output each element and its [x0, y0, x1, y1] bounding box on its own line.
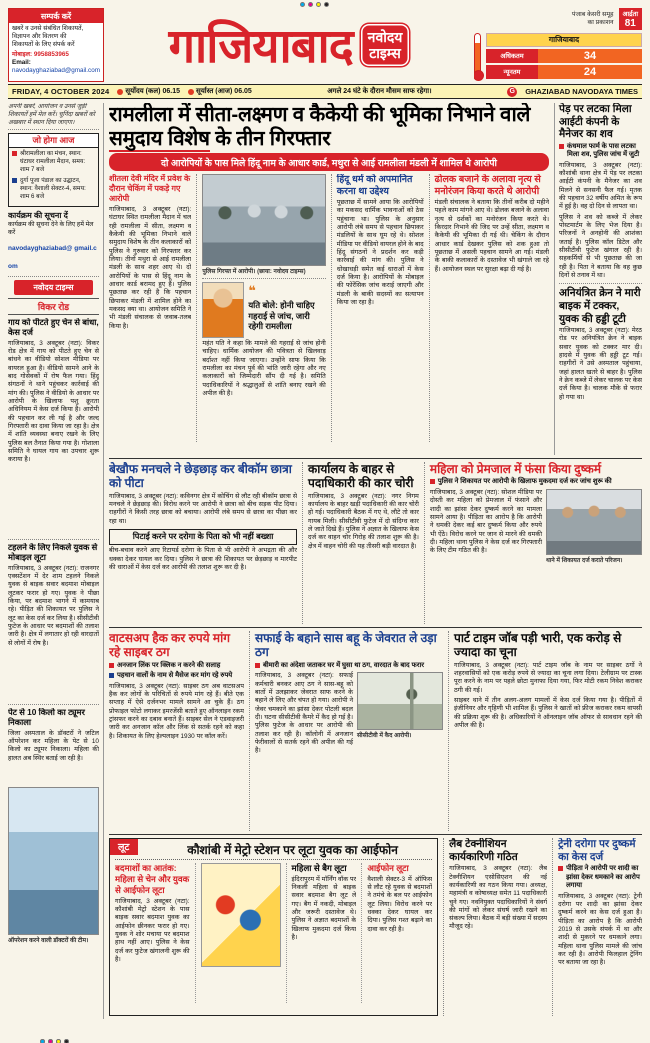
today-event-item [12, 177, 95, 201]
article-bullet [430, 478, 642, 486]
reg-yellow-icon [316, 2, 321, 7]
bullet-square-icon [109, 673, 114, 678]
quote-body: महंत यति ने कहा कि मामले की गहराई से जांच होनी चाहिए। धार्मिक आयोजन की पवित्रता से खिलवाड़ बर्दाश्त नहीं किया जाएगा। उन्होंने साफ किया कि रामलीला का मंचन पूर्व की भांति जारी रहेगा और नए कलाकारों को जिम्मेदारी सौंप दी गई है। समिति पदाधिकारियों ने श्रद्धालुओं से शांति बनाए रखने की अपील की है। [202, 340, 326, 398]
page-body [0, 99, 650, 1019]
article-jewellery-conman [249, 631, 443, 831]
weather-city: गाजियाबाद [486, 33, 642, 47]
article-body: गाजियाबाद, 3 अक्टूबर (नटा): विकर रोड क्षेत्र में गाय को पीटते हुए चेन से बांधने का वीडियो सोशल मीडिया पर वायरल हुआ है। वीडियो सामने आने के बाद गोसेवकों में रोष फैल गया। हिंदू संगठनों ने थाने पहुंचकर कार्रवाई की मांग की। पुलिस ने वीडियो के आधार पर आरोपी के खिलाफ पशु क्रूरता अधिनियम में केस दर्ज किया है। आरोपी की पहचान कर ली गई है और जल्द गिरफ्तारी का दावा किया जा रहा है। क्षेत्र में शांति व्यवस्था बनाए रखने के लिए पुलिस बल तैनात किया गया है। गोशाला समिति ने घायल गाय का उपचार शुरू कराया है। [8, 339, 99, 464]
weather-panel [474, 8, 642, 82]
publication-date: FRIDAY, 4 OCTOBER 2024 [12, 87, 110, 96]
lead-col-3 [331, 174, 424, 442]
contact-title: सम्पर्क करें [9, 9, 103, 23]
article-bullet [558, 865, 642, 890]
bullet-square-icon [12, 151, 17, 156]
today-box-title: जो होगा आज [9, 134, 98, 148]
main-column [109, 103, 642, 1019]
article-bullet [255, 662, 443, 670]
article-body: गाजियाबाद, 3 अक्टूबर (नटा): लैब टेक्नीशियन एसोसिएशन की नई कार्यकारिणी का गठन किया गया। अध्यक्ष, महामंत्री व कोषाध्यक्ष समेत 11 पदाधिकारी चुने गए। नवनियुक्त पदाधिकारियों ने संवर्ग की मांगों को लेकर संघर्ष जारी रखने का संकल्प लिया। बैठक में बड़ी संख्या में सदस्य मौजूद रहे। [449, 865, 548, 931]
article-body: गाजियाबाद, 3 अक्टूबर (नटा): ट्रेनी दरोगा पर शादी का झांसा देकर दुष्कर्म करने का केस दर्ज हुआ है। पीड़िता का आरोप है कि आरोपी 2019 से उसके संपर्क में था और शादी से मुकरने पर धमकाने लगा। महिला थाना पुलिस मामले की जांच कर रही है। आरोपी फिलहाल ट्रेनिंग पर बताया जा रहा है। [558, 892, 642, 967]
reg-black-icon [64, 1039, 69, 1043]
bullet-square-icon [12, 178, 17, 183]
lead-col-4 [429, 174, 549, 442]
sunrise-label: सूर्योदय (कल) [125, 88, 161, 95]
weather-forecast: अगले 24 घंटे के दौरान मौसम साफ रहेगा। [327, 88, 432, 95]
lead-headline-pre: रामलीला में सीता-लक्ष्मण व कैकेयी की भूमिका निभाने वाले [109, 103, 531, 126]
article-body: गाजियाबाद, 3 अक्टूबर (नटा): सफाई कर्मचारी बनकर आए ठग ने सास-बहू को बातों में उलझाकर जेवरात साफ करने के बहाने ले लिए और चंपत हो गया। आरोपी ने जेवर चमकाने का झांसा देकर पोटली बदल दी। घटना सीसीटीवी कैमरे में कैद हो गई है। पुलिस फुटेज के आधार पर आरोपी की तलाश कर रही है। कॉलोनी में अनजान फेरीवालों से सतर्क रहने की अपील की गई है। [254, 672, 353, 755]
reg-cyan-icon [40, 1039, 45, 1043]
sunrise-time: 06.15 [162, 88, 181, 95]
program-title: कार्यक्रम की सूचना दें [8, 210, 68, 220]
article-subhead: आईफोन लूटा [367, 863, 409, 874]
program-text: कार्यक्रम की सूचना देने के लिए हमें मेल करें [8, 220, 94, 236]
article-headline: बेखौफ मनचले ने छेड़छाड़ कर बीकॉम छात्रा को पीटा [109, 462, 292, 491]
article-bullet [109, 672, 244, 680]
article-tumor [8, 708, 99, 784]
g-badge-icon: G [507, 87, 517, 97]
photo-caption: ऑपरेशन करने वाली डॉक्टरों की टीम। [8, 937, 89, 944]
article-student-beaten [109, 462, 297, 624]
date-strip [8, 84, 642, 99]
photo-complainants [546, 489, 642, 555]
article-bullet [109, 662, 244, 670]
row-band-3 [109, 627, 642, 831]
brand-line1: नवोदय [367, 28, 403, 45]
article-body: गाजियाबाद, 3 अक्टूबर (नटा): साइबर ठग अब वाटसअप हैक कर लोगों के परिचितों से रुपये मांग रहे हैं। बीते एक सप्ताह में ऐसे दर्जनभर मामले सामने आ चुके हैं। ठग प्रोफाइल फोटो लगाकर इमरजेंसी बताते हुए ऑनलाइन रकम ट्रांसफर करने का दबाव बनाते हैं। साइबर सेल ने एडवाइजरी जारी कर अनजान कॉल और लिंक से सतर्क रहने को कहा है। शिकायत के लिए हेल्पलाइन 1930 पर कॉल करें। [109, 682, 244, 740]
sunset-item [188, 87, 252, 96]
article-body: गाजियाबाद, 3 अक्टूबर (नटा): कौशांबी थाना क्षेत्र में पेड़ पर लटका आईटी कंपनी के मैनेजर का शव मिलने से सनसनी फैल गई। मृतक की पहचान 32 वर्षीय अमित के रूप में हुई है। वह दो दिन से लापता था। [559, 161, 642, 211]
row-lead [109, 103, 642, 455]
article-headline: कार्यालय के बाहर से पदाधिकारी की कार चोरी [308, 462, 414, 491]
bullet-square-icon [430, 479, 435, 484]
edition-name: GHAZIABAD NAVODAYA TIMES [525, 87, 638, 96]
article-body: गाजियाबाद, 3 अक्टूबर (नटा): कविनगर क्षेत्र में कोचिंग से लौट रही बीकॉम छात्रा से मनचले ने छेड़छाड़ की। विरोध करने पर आरोपी ने छात्रा को बीच सड़क पीट दिया। राहगीरों ने किसी तरह छात्रा को बचाया। आरोपी लंबे समय से छात्रा का पीछा कर रहा था। [109, 492, 298, 525]
photo-caption: थाने में शिकायत दर्ज कराते परिजन। [546, 557, 623, 564]
lead-subhead-strip: दो आरोपियों के पास मिले हिंदू नाम के आधार कार्ड, मथुरा से आई रामलीला मंडली में शामिल थे आरोपी [109, 153, 549, 171]
sub-article-body: मंडली संचालक ने बताया कि तीनों करीब दो महीने पहले काम मांगने आए थे। ढोलक बजाने के अलावा नृत्य से दर्शकों का मनोरंजन किया करते थे। किरदार निभाने की जिद पर उन्हें सीता, लक्ष्मण व कैकेयी की भूमिका दी गई थी। चेकिंग के दौरान आधार कार्ड देखकर पुलिस को शक हुआ तो पूछताछ में असली पहचान सामने आ गई। मंडली के बाकी कलाकारों के दस्तावेज भी खंगाले जा रहे हैं। आयोजन स्थल पर सुरक्षा बढ़ा दी गई है। [434, 198, 549, 273]
reg-yellow-icon [56, 1039, 61, 1043]
article-headline: पेड़ पर लटका मिला आईटी कंपनी के मैनेजर का शव [559, 103, 632, 141]
article-body: पुलिस ने शव को कब्जे में लेकर पोस्टमार्टम के लिए भेज दिया है। परिजनों ने अनहोनी की आशंका जताई है। पुलिस कॉल डिटेल और सीसीटीवी फुटेज खंगाल रही है। सहकर्मियों से भी पूछताछ की जा रही है। पिता ने बताया कि वह कुछ दिनों से तनाव में था। [559, 213, 642, 280]
article-headline: गाय को पीटते हुए चेन से बांधा, केस दर्ज [8, 317, 99, 337]
article-body: बीच-बचाव करने आए रिटायर्ड दरोगा के पिता से भी आरोपी ने अभद्रता की और धक्का देकर घायल कर दिया। पुलिस ने छात्रा की शिकायत पर छेड़छाड़ व मारपीट की धाराओं में केस दर्ज कर आरोपी की तलाश शुरू कर दी है। [109, 547, 298, 571]
article-headline: सफाई के बहाने सास बहू के जेवरात ले उड़ा ठग [254, 631, 437, 660]
photo-doctor-team [8, 787, 99, 935]
article-body: इंदिरापुरम में मॉर्निंग वॉक पर निकली महिला से बाइक सवार बदमाश बैग लूट ले गए। बैग में नकदी, मोबाइल और जरूरी दस्तावेज थे। पुलिस ने अज्ञात बदमाशों के खिलाफ मुकदमा दर्ज किया है। [291, 875, 357, 941]
masthead-title-wrap [112, 8, 466, 82]
article-box-subhead: पिटाई करने पर दरोगा के पिता को भी नहीं बख्शा [109, 529, 297, 545]
contact-email-link[interactable]: navodayghaziabad@gmail.com [12, 66, 100, 74]
lead-headline [109, 103, 549, 150]
brand-logo [361, 24, 410, 66]
bullet-text: अनजान लिंक पर क्लिक न करने की सलाह [117, 661, 221, 669]
bullet-text: पहचान वालों के नाम से मैसेज कर मांग रहे रुपये [117, 672, 233, 680]
article-manager-body-found [559, 103, 642, 280]
article-headline: ट्रेनी दरोगा पर दुष्कर्म का केस दर्ज [558, 838, 636, 863]
photo-arrested-accused [202, 174, 325, 266]
today-event-text: दुर्गा पूजा पंडाल का उद्घाटन, स्थान: वैशाली सेक्टर-4, समय: शाम 6 बजे [20, 176, 86, 200]
sub-article-headline: हिंदू धर्म को अपमानित करना था उद्देश्य [336, 174, 413, 197]
weather-tagline-1: पंजाब केसरी समूह [571, 11, 614, 19]
article-body: गाजियाबाद, 3 अक्टूबर (नटा): मेरठ रोड पर अनियंत्रित क्रेन ने बाइक सवार युवक को टक्कर मार दी। हादसे में युवक की हड्डी टूट गई। राहगीरों ने उसे अस्पताल पहुंचाया, जहां हालत खतरे से बाहर है। पुलिस ने क्रेन कब्जे में लेकर चालक पर केस दर्ज किया है। चालक मौके से फरार हो गया था। [559, 327, 642, 401]
photo-seer [202, 282, 244, 338]
article-parttime-job-fraud [448, 631, 642, 831]
cartoon-snatching-illustration [201, 863, 281, 967]
lead-col-1 [109, 174, 191, 442]
article-premjaal-case [424, 462, 642, 624]
weather-tagline-2: का प्रकाशन [587, 19, 614, 26]
reg-magenta-icon [308, 2, 313, 7]
article-body: साइबर थाने में तीन अलग-अलग मामलों में केस दर्ज किया गया है। पीड़ितों में इंजीनियर और गृहिणी भी शामिल हैं। पुलिस ने खातों को फ्रीज कराकर रकम वापसी की प्रक्रिया शुरू की है। अधिकारियों ने ऑनलाइन जॉब ऑफर से सावधान रहने की अपील की है। [454, 697, 642, 730]
bullet-square-icon [255, 663, 260, 668]
lead-kicker: शीतला देवी मंदिर में प्रवेश के दौरान चेकिंग में पकड़े गए आरोपी [109, 174, 191, 204]
article-car-theft [302, 462, 419, 624]
row-band-2 [109, 458, 642, 624]
reg-cyan-icon [300, 2, 305, 7]
temp-min-value: 24 [538, 65, 642, 79]
loot-cartoon-wrap [195, 863, 281, 1003]
sub-article-headline: ढोलक बजाने के अलावा नृत्य से मनोरंजन किया करते थे आरोपी [434, 174, 541, 197]
temp-max-label: अधिकतम [486, 49, 538, 63]
today-event-text: श्रीरामलीला का मंचन, स्थान: घंटाघर रामलीला मैदान, समय: शाम 7 बजे [20, 150, 86, 174]
humidity-box [619, 8, 642, 30]
locality-label: विकर रोड [8, 298, 99, 315]
article-trainee-si-case [552, 838, 642, 1016]
article-chain-iphone-loot [115, 863, 190, 1003]
sunset-icon [188, 89, 194, 95]
temp-max-row [486, 49, 642, 63]
reader-note: अपनी खबरें, आयोजन व उनसे जुड़ी शिकायतें हमें मेल करें। चुनिंदा खबरों को अखबार में स्थान दिया जाएगा। [8, 103, 99, 130]
lead-headline-post: के तीन गिरफ्तार [209, 126, 331, 150]
article-body: गाजियाबाद, 3 अक्टूबर (नटा): सोशल मीडिया पर दोस्ती कर महिला को प्रेमजाल में फंसाने और शादी का झांसा देकर दुष्कर्म करने का मामला सामने आया है। पीड़िता का आरोप है कि आरोपी ने धमकी देकर कई बार दुष्कर्म किया और रुपये भी ऐंठे। विरोध करने पर जान से मारने की धमकी दी। महिला थाना पुलिस ने केस दर्ज कर गिरफ्तारी के लिए टीम गठित की है। [429, 488, 542, 555]
loot-section [109, 838, 438, 1016]
sunset-time: 06.05 [234, 88, 252, 95]
photo-cctv-footage [357, 672, 443, 730]
registration-marks-top [300, 2, 329, 7]
article-headline: महिला को प्रेमजाल में फंसा किया दुष्कर्म [429, 462, 602, 476]
bullet-text: पुलिस ने शिकायत पर आरोपी के खिलाफ मुकदमा दर्ज कर जांच शुरू की [437, 478, 612, 486]
quote-icon: ❝ [248, 283, 256, 299]
lead-body: गाजियाबाद, 3 अक्टूबर (नटा): घंटाघर स्थित रामलीला मैदान में चल रही रामलीला में सीता, लक्ष्मण व कैकेयी की भूमिका निभाने वाले समुदाय विशेष के तीन कलाकारों को पुलिस ने गुरुवार को गिरफ्तार कर लिया। तीनों मथुरा से आई रामलीला मंडली के साथ शहर आए थे। दो आरोपियों के पास से हिंदू नाम के आधार कार्ड बरामद हुए हैं। पुलिस पूछताछ कर रही है कि पहचान छिपाकर मंडली में शामिल होने का मकसद क्या था। आयोजन समिति ने भी मंडली संचालक से जवाब-तलब किया है। [109, 206, 192, 330]
article-body: वैशाली सेक्टर-3 में ऑफिस से लौट रहे युवक से बदमाशों ने तमंचे के बल पर आईफोन लूट लिया। विरोध करने पर धक्का देकर घायल कर दिया। पुलिस गश्त बढ़ाने का दावा कर रही है। [367, 875, 433, 933]
today-events-box [8, 133, 99, 207]
sunset-label: सूर्यास्त (आज) [196, 88, 233, 95]
bullet-text: पीड़िता ने आरोपी पर शादी का झांसा देकर धमकाने का आरोप लगाया [566, 865, 640, 890]
article-body: गाजियाबाद, 3 अक्टूबर (नटा): नगर निगम कार्यालय के बाहर खड़ी पदाधिकारी की कार चोरी हो गई। पदाधिकारी बैठक में गए थे, लौटे तो कार गायब मिली। सीसीटीवी फुटेज में दो संदिग्ध कार ले जाते दिखे हैं। पुलिस ने अज्ञात के खिलाफ केस दर्ज कर वाहन चोर गिरोह की तलाश शुरू की है। क्षेत्र में वाहन चोरी की यह तीसरी बड़ी वारदात है। [308, 492, 419, 550]
lead-col-2 [196, 174, 325, 442]
masthead [0, 0, 650, 84]
bullet-text: बीमारी का अंदेशा जताकर घर में घुसा था ठग, वारदात के बाद फरार [262, 661, 425, 669]
today-event-item [12, 150, 95, 174]
reg-magenta-icon [48, 1039, 53, 1043]
contact-mobile: मोबाइल: 9958853965 [12, 50, 69, 58]
bullet-text: कंधमाल फार्म के पास लटका मिला शव, पुलिस जांच में जुटी [567, 142, 640, 159]
article-headline: वाटसअप हैक कर रुपये मांग रहे साइबर ठग [109, 631, 230, 660]
bullet-square-icon [558, 866, 563, 871]
program-email-link[interactable]: navodayghaziabad@ gmail.com [8, 244, 97, 270]
humidity-value: 81 [624, 18, 636, 29]
article-body: गाजियाबाद, 3 अक्टूबर (नटा): कौशांबी मेट्रो स्टेशन के पास बाइक सवार बदमाश युवक का आईफोन छीनकर फरार हो गए। युवक ने शोर मचाया पर बदमाश हाथ नहीं आए। पुलिस ने केस दर्ज कर फुटेज खंगालनी शुरू की है। [115, 897, 190, 963]
article-crane-accident [559, 287, 642, 402]
article-body: गाजियाबाद, 3 अक्टूबर (नटा): पार्ट टाइम जॉब के नाम पर साइबर ठगों ने शहरवासियों को एक करोड़ रुपये से ज्यादा का चूना लगा दिया। टेलीग्राम पर टास्क पूरा करने के नाम पर पहले छोटा मुनाफा दिया गया, फिर मोटी रकम निवेश कराकर ठगी की गई। [454, 661, 642, 694]
lead-story [109, 103, 549, 455]
section-headline: कौशांबी में मेट्रो स्टेशन पर लूटा युवक का आईफोन [115, 843, 432, 860]
article-body: जिला अस्पताल के डॉक्टरों ने जटिल ऑपरेशन कर महिला के पेट से 10 किलो का ट्यूमर निकाला। महिला की हालत अब स्थिर बताई जा रही है। [8, 729, 99, 762]
article-headline: अनियंत्रित क्रेन ने मारी बाइक में टक्कर, युवक की हड्डी टूटी [559, 287, 641, 325]
article-bullet [559, 143, 642, 160]
reg-black-icon [324, 2, 329, 7]
right-rail [554, 103, 642, 455]
article-headline: टहलने के लिए निकले युवक से मोबाइल लूटा [8, 542, 98, 562]
section-label: लूट [109, 838, 138, 855]
article-body: गाजियाबाद, 3 अक्टूबर (नटा): राजनगर एक्सटेंशन में देर शाम टहलने निकले युवक से बाइक सवार बदमाश मोबाइल लूटकर फरार हो गए। युवक ने पीछा किया, पर बदमाश भागने में कामयाब रहे। पीड़ित की शिकायत पर पुलिस ने लूट का केस दर्ज कर लिया है। सीसीटीवी फुटेज के आधार पर बदमाशों की तलाश जारी है। क्षेत्र में लगातार हो रही वारदातों से लोगों में रोष है। [8, 564, 99, 647]
temp-max-value: 34 [538, 49, 642, 63]
article-whatsapp-hack [109, 631, 244, 831]
article-iphone-looted [361, 863, 432, 1003]
reg-group-right [40, 1039, 69, 1043]
temp-min-label: न्यूनतम [486, 65, 538, 79]
row-band-4 [109, 834, 642, 1016]
article-bag-looted [286, 863, 357, 1003]
sunrise-item [117, 87, 180, 96]
program-notice [8, 210, 99, 277]
article-lab-technician [443, 838, 547, 1016]
brand-chip-small: नवोदय टाइम्स [14, 280, 93, 295]
article-cow-beaten [8, 318, 99, 536]
quote-box [202, 278, 325, 338]
bullet-square-icon [559, 144, 564, 149]
photo-caption: सीसीटीवी में कैद आरोपी। [357, 733, 412, 740]
humidity-label: आर्द्रता [622, 11, 638, 18]
article-headline: पेट से 10 किलो का ट्यूमर निकाला [8, 707, 85, 727]
contact-line: शिकायतों के लिए संपर्क करें [12, 41, 75, 49]
left-rail [8, 103, 104, 1019]
contact-box [8, 8, 104, 82]
article-headline: लैब टेक्नीशियन कार्यकारिणी गठित [449, 838, 518, 863]
contact-line: खबरें व उनसे संबंधित शिकायतें, [12, 25, 84, 32]
photo-caption: पुलिस गिरफ्त में आरोपी। (छाया: नवोदय टाइम्स) [202, 269, 306, 276]
article-headline: बदमाशों का आतंक: महिला से चेन और युवक से आईफोन लूटा [115, 863, 190, 895]
article-headline: पार्ट टाइम जॉब पड़ी भारी, एक करोड़ से ज्यादा का चूना [454, 631, 622, 660]
contact-email-label: Email: [12, 58, 31, 66]
bullet-square-icon [109, 663, 114, 668]
brand-line2: टाइम्स [369, 45, 401, 61]
sub-article-body: पूछताछ में सामने आया कि आरोपियों का मकसद धार्मिक भावनाओं को ठेस पहुंचाना था। पुलिस के अनुसार आरोपी लंबे समय से पहचान छिपाकर मंडलियों के साथ घूम रहे थे। सोशल मीडिया पर वीडियो वायरल होने के बाद हिंदू संगठनों ने प्रदर्शन कर कड़ी कार्रवाई की मांग की। पुलिस ने धोखाधड़ी समेत कई धाराओं में केस दर्ज किया है। आरोपियों के मोबाइल की फोरेंसिक जांच कराई जाएगी और मंडली के बाकी सदस्यों का सत्यापन किया जा रहा है। [336, 198, 424, 306]
temp-min-row [486, 65, 642, 79]
lead-headline-highlight: समुदाय विशेष [109, 126, 210, 150]
contact-line: विज्ञापन और वितरण की [12, 33, 67, 41]
thermometer-icon [474, 33, 481, 79]
sunrise-icon [117, 89, 123, 95]
article-subhead: महिला से बैग लूटा [291, 863, 347, 874]
quote-title: यति बोले: होनी चाहिए गहराई से जांच, जारी रहेगी रामलीला [248, 300, 315, 332]
article-mobile-looted [8, 543, 99, 701]
masthead-city-title: गाजियाबाद [168, 18, 353, 72]
